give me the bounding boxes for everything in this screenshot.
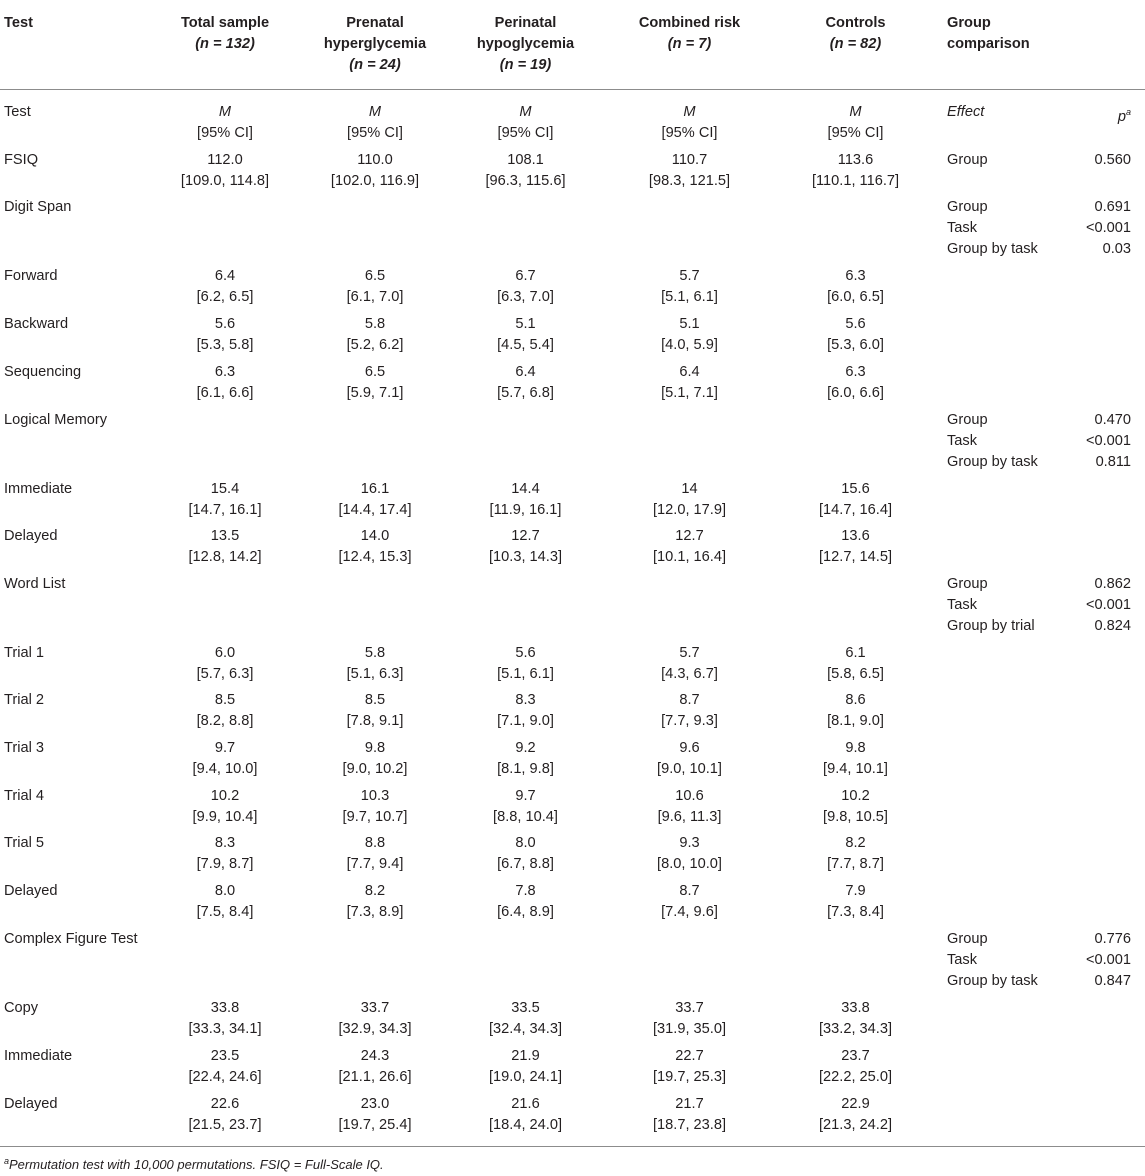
footnote: $^a$Permutation test with 10,000 permutations. FSIQ = Full-Scale IQ. (4, 1156, 384, 1172)
cell-perinatal: 12.7 [10.3, 14.3] (488, 528, 563, 565)
cell-perinatal: 8.3 [7.1, 9.0] (497, 692, 554, 729)
cell-perinatal: 9.2 [8.1, 9.8] (497, 740, 554, 777)
row-label: Trial 5 (4, 835, 45, 851)
row-label: Backward (4, 316, 69, 332)
row-label: Trial 1 (4, 645, 45, 661)
header-test: Test (4, 15, 33, 31)
cell-total: 6.0 [5.7, 6.3] (196, 645, 254, 682)
effect-names: Group Task Group by task (947, 931, 1038, 989)
cell-controls: 6.3 [6.0, 6.5] (827, 268, 884, 305)
cell-controls: 15.6 [14.7, 16.4] (818, 481, 893, 518)
cell-total: 8.5 [8.2, 8.8] (196, 692, 254, 729)
cell-prenatal: 5.8 [5.2, 6.2] (346, 316, 404, 353)
cell-prenatal: 6.5 [6.1, 7.0] (346, 268, 404, 305)
cell-combined: 9.3 [8.0, 10.0] (657, 835, 722, 872)
cell-prenatal: 8.5 [7.8, 9.1] (346, 692, 404, 729)
cell-total: 23.5 [22.4, 24.6] (188, 1048, 262, 1085)
cell-total: 112.0 [109.0, 114.8] (180, 152, 270, 189)
row-label: Delayed (4, 1096, 58, 1112)
cell-combined: 21.7 [18.7, 23.8] (652, 1096, 727, 1133)
header-perinatal-hypoglycemia: Perinatal hypoglycemia (n = 19) (476, 15, 575, 73)
row-label: Word List (4, 576, 66, 592)
bottom-rule (0, 1146, 1145, 1147)
subheader-perinatal: M [95% CI] (497, 104, 554, 141)
cell-perinatal: 5.1 [4.5, 5.4] (497, 316, 554, 353)
cell-combined: 8.7 [7.7, 9.3] (661, 692, 718, 729)
effect-names: Group (947, 152, 988, 168)
cell-prenatal: 33.7 [32.9, 34.3] (338, 1000, 412, 1037)
cell-total: 9.7 [9.4, 10.0] (192, 740, 258, 777)
cell-total: 6.3 [6.1, 6.6] (196, 364, 254, 401)
cell-total: 8.3 [7.9, 8.7] (196, 835, 254, 872)
row-label: Trial 2 (4, 692, 45, 708)
row-label: Immediate (4, 1048, 73, 1064)
effect-names: Group Task Group by task (947, 199, 1038, 257)
cell-controls: 23.7 [22.2, 25.0] (818, 1048, 893, 1085)
cell-prenatal: 14.0 [12.4, 15.3] (338, 528, 412, 565)
cell-perinatal: 33.5 [32.4, 34.3] (488, 1000, 563, 1037)
cell-perinatal: 21.6 [18.4, 24.0] (488, 1096, 563, 1133)
cell-controls: 33.8 [33.2, 34.3] (818, 1000, 893, 1037)
row-label: Trial 3 (4, 740, 45, 756)
cell-prenatal: 10.3 [9.7, 10.7] (342, 788, 408, 825)
cell-controls: 113.6 [110.1, 116.7] (811, 152, 900, 189)
cell-controls: 13.6 [12.7, 14.5] (818, 528, 893, 565)
effect-p-values: 0.691 <0.001 0.03 (1085, 199, 1131, 257)
header-total-sample: Total sample (n = 132) (180, 15, 270, 52)
cell-controls: 8.6 [8.1, 9.0] (827, 692, 884, 729)
row-label: Immediate (4, 481, 73, 497)
effect-names: Group Task Group by task (947, 412, 1038, 470)
row-label: Trial 4 (4, 788, 45, 804)
cell-total: 13.5 [12.8, 14.2] (188, 528, 262, 565)
row-label: Delayed (4, 528, 58, 544)
cell-perinatal: 9.7 [8.8, 10.4] (493, 788, 558, 825)
row-label: Complex Figure Test (4, 931, 138, 947)
effect-p-values: 0.776 <0.001 0.847 (1085, 931, 1131, 989)
cell-total: 10.2 [9.9, 10.4] (192, 788, 258, 825)
cell-total: 15.4 [14.7, 16.1] (188, 481, 262, 518)
cell-combined: 14 [12.0, 17.9] (652, 481, 727, 518)
row-label: Forward (4, 268, 58, 284)
subheader-total: M [95% CI] (197, 104, 253, 141)
effect-p-values: 0.560 (1094, 152, 1131, 168)
subheader-test: Test (4, 104, 31, 120)
effect-names: Group Task Group by trial (947, 576, 1035, 634)
header-combined-risk: Combined risk (n = 7) (638, 15, 741, 52)
cell-prenatal: 8.2 [7.3, 8.9] (346, 883, 404, 920)
header-prenatal-hyperglycemia: Prenatal hyperglycemia (n = 24) (323, 15, 427, 73)
effect-p-values: 0.470 <0.001 0.811 (1085, 412, 1131, 470)
cell-combined: 5.7 [5.1, 6.1] (661, 268, 718, 305)
cell-prenatal: 110.0 [102.0, 116.9] (330, 152, 420, 189)
row-label: Copy (4, 1000, 39, 1016)
cell-controls: 6.1 [5.8, 6.5] (827, 645, 884, 682)
cell-prenatal: 8.8 [7.7, 9.4] (346, 835, 404, 872)
cell-perinatal: 8.0 [6.7, 8.8] (497, 835, 554, 872)
row-label: Sequencing (4, 364, 82, 380)
cell-total: 8.0 [7.5, 8.4] (196, 883, 254, 920)
row-label: FSIQ (4, 152, 39, 168)
cell-controls: 9.8 [9.4, 10.1] (823, 740, 888, 777)
cell-combined: 5.7 [4.3, 6.7] (661, 645, 718, 682)
subheader-combined: M [95% CI] (661, 104, 718, 141)
cell-prenatal: 9.8 [9.0, 10.2] (342, 740, 408, 777)
cell-controls: 6.3 [6.0, 6.6] (827, 364, 884, 401)
row-label: Logical Memory (4, 412, 108, 428)
effect-p-values: 0.862 <0.001 0.824 (1085, 576, 1131, 634)
subheader-prenatal: M [95% CI] (347, 104, 403, 141)
cell-prenatal: 23.0 [19.7, 25.4] (338, 1096, 412, 1133)
subheader-effect: Effect (947, 104, 985, 120)
cell-controls: 7.9 [7.3, 8.4] (827, 883, 884, 920)
cell-controls: 5.6 [5.3, 6.0] (827, 316, 884, 353)
cell-prenatal: 5.8 [5.1, 6.3] (346, 645, 404, 682)
cell-total: 6.4 [6.2, 6.5] (196, 268, 254, 305)
subheader-p: $p^a$ (1117, 107, 1131, 125)
cell-combined: 10.6 [9.6, 11.3] (657, 788, 722, 825)
cell-combined: 33.7 [31.9, 35.0] (652, 1000, 727, 1037)
cell-combined: 9.6 [9.0, 10.1] (657, 740, 722, 777)
cell-perinatal: 7.8 [6.4, 8.9] (497, 883, 554, 920)
cell-controls: 22.9 [21.3, 24.2] (818, 1096, 893, 1133)
cell-prenatal: 6.5 [5.9, 7.1] (346, 364, 404, 401)
cell-perinatal: 21.9 [19.0, 24.1] (488, 1048, 563, 1085)
cell-combined: 8.7 [7.4, 9.6] (661, 883, 718, 920)
cell-perinatal: 14.4 [11.9, 16.1] (489, 481, 562, 518)
cell-perinatal: 108.1 [96.3, 115.6] (485, 152, 566, 189)
row-label: Digit Span (4, 199, 72, 215)
header-group-comparison: Group comparison (947, 15, 1030, 52)
cell-controls: 10.2 [9.8, 10.5] (823, 788, 888, 825)
header-rule (0, 89, 1145, 90)
cell-combined: 5.1 [4.0, 5.9] (661, 316, 718, 353)
cell-prenatal: 24.3 [21.1, 26.6] (338, 1048, 412, 1085)
header-controls: Controls (n = 82) (825, 15, 886, 52)
cell-combined: 22.7 [19.7, 25.3] (652, 1048, 727, 1085)
cell-perinatal: 5.6 [5.1, 6.1] (497, 645, 554, 682)
cell-perinatal: 6.7 [6.3, 7.0] (497, 268, 554, 305)
cell-total: 5.6 [5.3, 5.8] (196, 316, 254, 353)
cell-total: 22.6 [21.5, 23.7] (188, 1096, 262, 1133)
subheader-controls: M [95% CI] (827, 104, 884, 141)
cell-prenatal: 16.1 [14.4, 17.4] (338, 481, 412, 518)
cell-controls: 8.2 [7.7, 8.7] (827, 835, 884, 872)
cell-perinatal: 6.4 [5.7, 6.8] (497, 364, 554, 401)
cell-combined: 110.7 [98.3, 121.5] (648, 152, 731, 189)
cell-combined: 6.4 [5.1, 7.1] (661, 364, 718, 401)
cell-total: 33.8 [33.3, 34.1] (188, 1000, 262, 1037)
row-label: Delayed (4, 883, 58, 899)
cell-combined: 12.7 [10.1, 16.4] (652, 528, 727, 565)
